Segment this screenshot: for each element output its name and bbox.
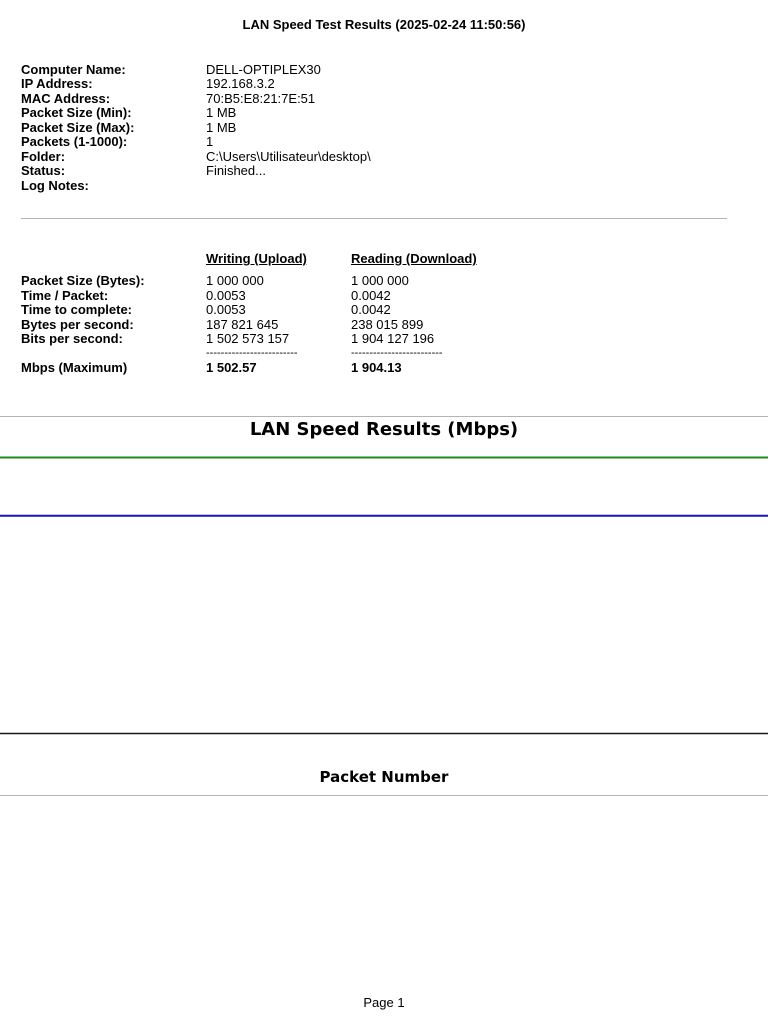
status-value: Finished... [206, 163, 266, 178]
time-per-packet-upload: 0.0053 [206, 288, 246, 303]
time-to-complete-upload: 0.0053 [206, 302, 246, 317]
report-title: LAN Speed Test Results (2025-02-24 11:50:56) [242, 17, 526, 32]
packet-size-max-value: 1 MB [206, 120, 237, 135]
mbps-maximum-download: 1 904.13 [351, 360, 402, 375]
chart-title: LAN Speed Results (Mbps) [249, 419, 519, 440]
log-notes-label: Log Notes: [21, 178, 89, 193]
packet-size-max-label: Packet Size (Max): [21, 120, 135, 135]
time-to-complete-download: 0.0042 [351, 302, 391, 317]
mbps-maximum-upload: 1 502.57 [206, 360, 257, 375]
ip-address-value: 192.168.3.2 [206, 76, 275, 91]
time-per-packet-download: 0.0042 [351, 288, 391, 303]
chart-series-layer [0, 458, 768, 516]
time-to-complete-label: Time to complete: [21, 302, 133, 317]
computer-name-label: Computer Name: [21, 62, 126, 77]
packet-size-bytes-upload: 1 000 000 [206, 273, 264, 288]
packet-size-bytes-label: Packet Size (Bytes): [21, 273, 145, 288]
folder-label: Folder: [21, 149, 66, 164]
bytes-per-second-label: Bytes per second: [21, 317, 134, 332]
packet-size-min-value: 1 MB [206, 105, 237, 120]
computer-name-value: DELL-OPTIPLEX30 [206, 62, 321, 77]
bytes-per-second-upload: 187 821 645 [206, 317, 279, 332]
section-divider [21, 218, 727, 219]
speed-chart [0, 410, 768, 810]
bytes-per-second-download: 238 015 899 [351, 317, 424, 332]
download-column-header: Reading (Download) [351, 251, 477, 266]
bits-per-second-label: Bits per second: [21, 331, 123, 346]
mbps-maximum-label: Mbps (Maximum) [21, 360, 128, 375]
download-separator: ------------------------- [351, 347, 443, 359]
status-label: Status: [21, 163, 66, 178]
mac-address-value: 70:B5:E8:21:7E:51 [206, 91, 316, 106]
upload-separator: ------------------------- [206, 347, 298, 359]
x-axis-label: Packet Number [319, 768, 449, 786]
packets-count-value: 1 [206, 134, 214, 149]
packets-count-label: Packets (1-1000): [21, 134, 128, 149]
mac-address-label: MAC Address: [21, 91, 111, 106]
packet-size-bytes-download: 1 000 000 [351, 273, 409, 288]
folder-value: C:\Users\Utilisateur\desktop\ [206, 149, 371, 164]
ip-address-label: IP Address: [21, 76, 93, 91]
upload-column-header: Writing (Upload) [206, 251, 307, 266]
packet-size-min-label: Packet Size (Min): [21, 105, 132, 120]
bits-per-second-upload: 1 502 573 157 [206, 331, 290, 346]
bits-per-second-download: 1 904 127 196 [351, 331, 435, 346]
time-per-packet-label: Time / Packet: [21, 288, 109, 303]
page-number: Page 1 [363, 995, 405, 1010]
